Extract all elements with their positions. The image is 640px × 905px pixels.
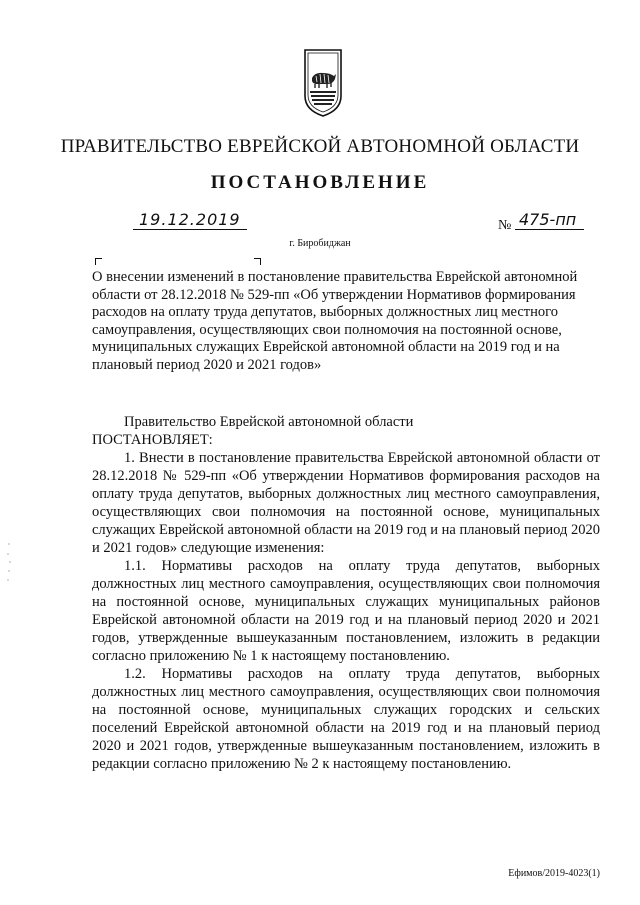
clause-1-1: 1.1. Нормативы расходов на оплату труда депутатов, выборных должностных лиц местного самоуправления, осуществляющих свои полномочия на постоянной основе, муниципальных служащих муниципальных районов Еврейской автономной области на 2019 год и на плановый период 2020 и 2021 годов, утвержденные вышеуказанным постановлением, изложить в редакции согласно приложению № 1 к настоящему постановлению. <box>92 558 600 664</box>
city-label: г. Биробиджан <box>289 238 351 249</box>
clause-1: 1. Внести в постановление правительства Еврейской автономной области от 28.12.2018 № 529-пп «Об утверждении Нормативов формирования расходов на оплату труда депутатов, выборных должностных лиц местного самоуправления, осуществляющих свои полномочия на постоянной основе, муниципальных служащих Еврейской автономной области на 2019 год и на плановый период 2020 и 2021 годов» следующие изменения: <box>92 450 600 556</box>
document-body <box>92 413 600 773</box>
tiger-figure-icon <box>312 73 336 88</box>
preamble: Правительство Еврейской автономной области <box>124 414 414 430</box>
resolves-heading: ПОСТАНОВЛЯЕТ: <box>92 432 213 448</box>
document-number: 475-пп <box>515 210 584 230</box>
scan-margin-marks <box>6 540 12 590</box>
document-subject: О внесении изменений в постановление правительства Еврейской автономной области от 28.12.2018 № 529-пп «Об утверждении Нормативов формирования расходов на оплату труда депутатов, выборных должностных лиц местного самоуправления, осуществляющих свои полномочия на постоянной основе, муниципальных служащих Еврейской автономной области на 2019 год и на плановый период 2020 и 2021 годов» <box>92 269 578 373</box>
number-label: № <box>498 218 512 233</box>
stripes-icon <box>310 91 336 105</box>
coat-of-arms-emblem <box>303 48 343 118</box>
footer-reference: Ефимов/2019-4023(1) <box>508 868 600 879</box>
document-type-title: ПОСТАНОВЛЕНИЕ <box>210 172 430 193</box>
subject-corner-right <box>254 258 261 265</box>
document-date: 19.12.2019 <box>133 210 247 230</box>
organization-title: ПРАВИТЕЛЬСТВО ЕВРЕЙСКОЙ АВТОНОМНОЙ ОБЛАСТИ <box>60 136 580 157</box>
clause-1-2: 1.2. Нормативы расходов на оплату труда депутатов, выборных должностных лиц местного самоуправления, осуществляющих свои полномочия на постоянной основе, муниципальных служащих городских и сельских поселений Еврейской автономной области на 2019 год и на плановый период 2020 и 2021 годов, утвержденные вышеуказанным постановлением, изложить в редакции согласно приложению № 2 к настоящему постановлению. <box>92 666 600 772</box>
subject-corner-left <box>95 258 102 265</box>
